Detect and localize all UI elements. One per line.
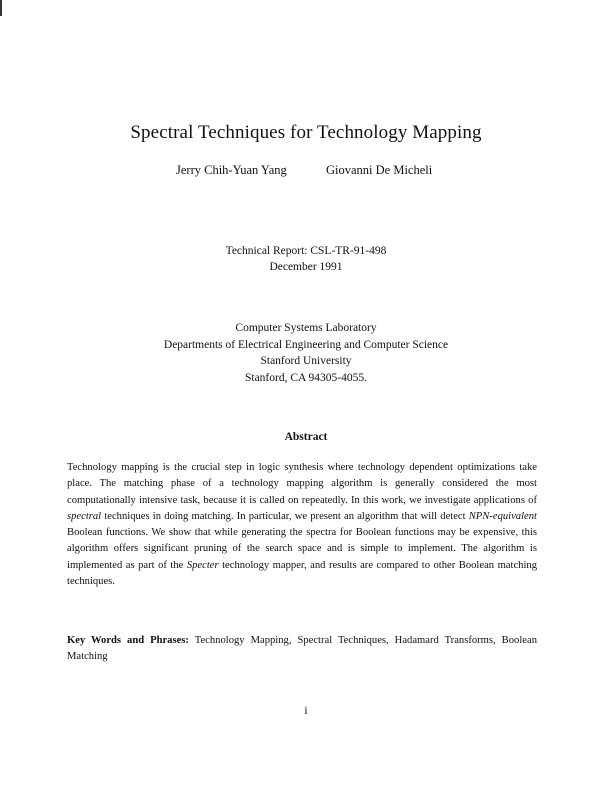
abstract-emphasis: Specter	[186, 559, 219, 571]
affiliation-address: Stanford, CA 94305-4055.	[244, 371, 368, 384]
report-number: Technical Report: CSL-TR-91-498	[225, 245, 387, 257]
affiliation-block	[0, 320, 612, 386]
abstract-heading: Abstract	[284, 431, 328, 443]
affiliation-departments: Departments of Electrical Engineering and Computer Science	[163, 338, 449, 351]
affiliation-university: Stanford University	[260, 355, 352, 367]
paper-title: Spectral Techniques for Technology Mapping	[130, 122, 482, 143]
affiliation-lab: Computer Systems Laboratory	[235, 322, 377, 334]
author-name: Jerry Chih-Yuan Yang	[176, 163, 287, 177]
abstract-body	[67, 460, 537, 590]
page-number: i	[304, 705, 308, 717]
keywords-label: Key Words and Phrases:	[67, 635, 189, 646]
abstract-emphasis: NPN-equivalent	[468, 510, 537, 522]
abstract-emphasis: spectral	[67, 510, 102, 522]
abstract-text: techniques in doing matching. In particular, we present an algorithm that will detect	[101, 510, 469, 522]
keywords-text: Technology Mapping, Spectral Techniques, Hadamard Transforms, Boolean Matching	[67, 635, 537, 663]
report-date: December 1991	[269, 261, 343, 273]
scan-edge-mark	[0, 0, 2, 16]
abstract-text: Technology mapping is the crucial step in logic synthesis where technology dependent optimizations take place. The matching phase of a technology mapping algorithm is generally considered the most computationally intensive task, because it is called on repeatedly. In this work, we investigate applications of	[67, 462, 537, 506]
report-info	[0, 243, 612, 275]
author-name: Giovanni De Micheli	[326, 163, 433, 177]
abstract-text: technology mapper, and results are compared to other Boolean matching techniques.	[67, 559, 537, 588]
abstract-text: Boolean functions. We show that while generating the spectra for Boolean functions may be expensive, this algorithm offers significant pruning of the search space and is simple to implement. The algorithm is implemented as part of the	[67, 527, 537, 571]
keywords-block	[67, 633, 537, 666]
